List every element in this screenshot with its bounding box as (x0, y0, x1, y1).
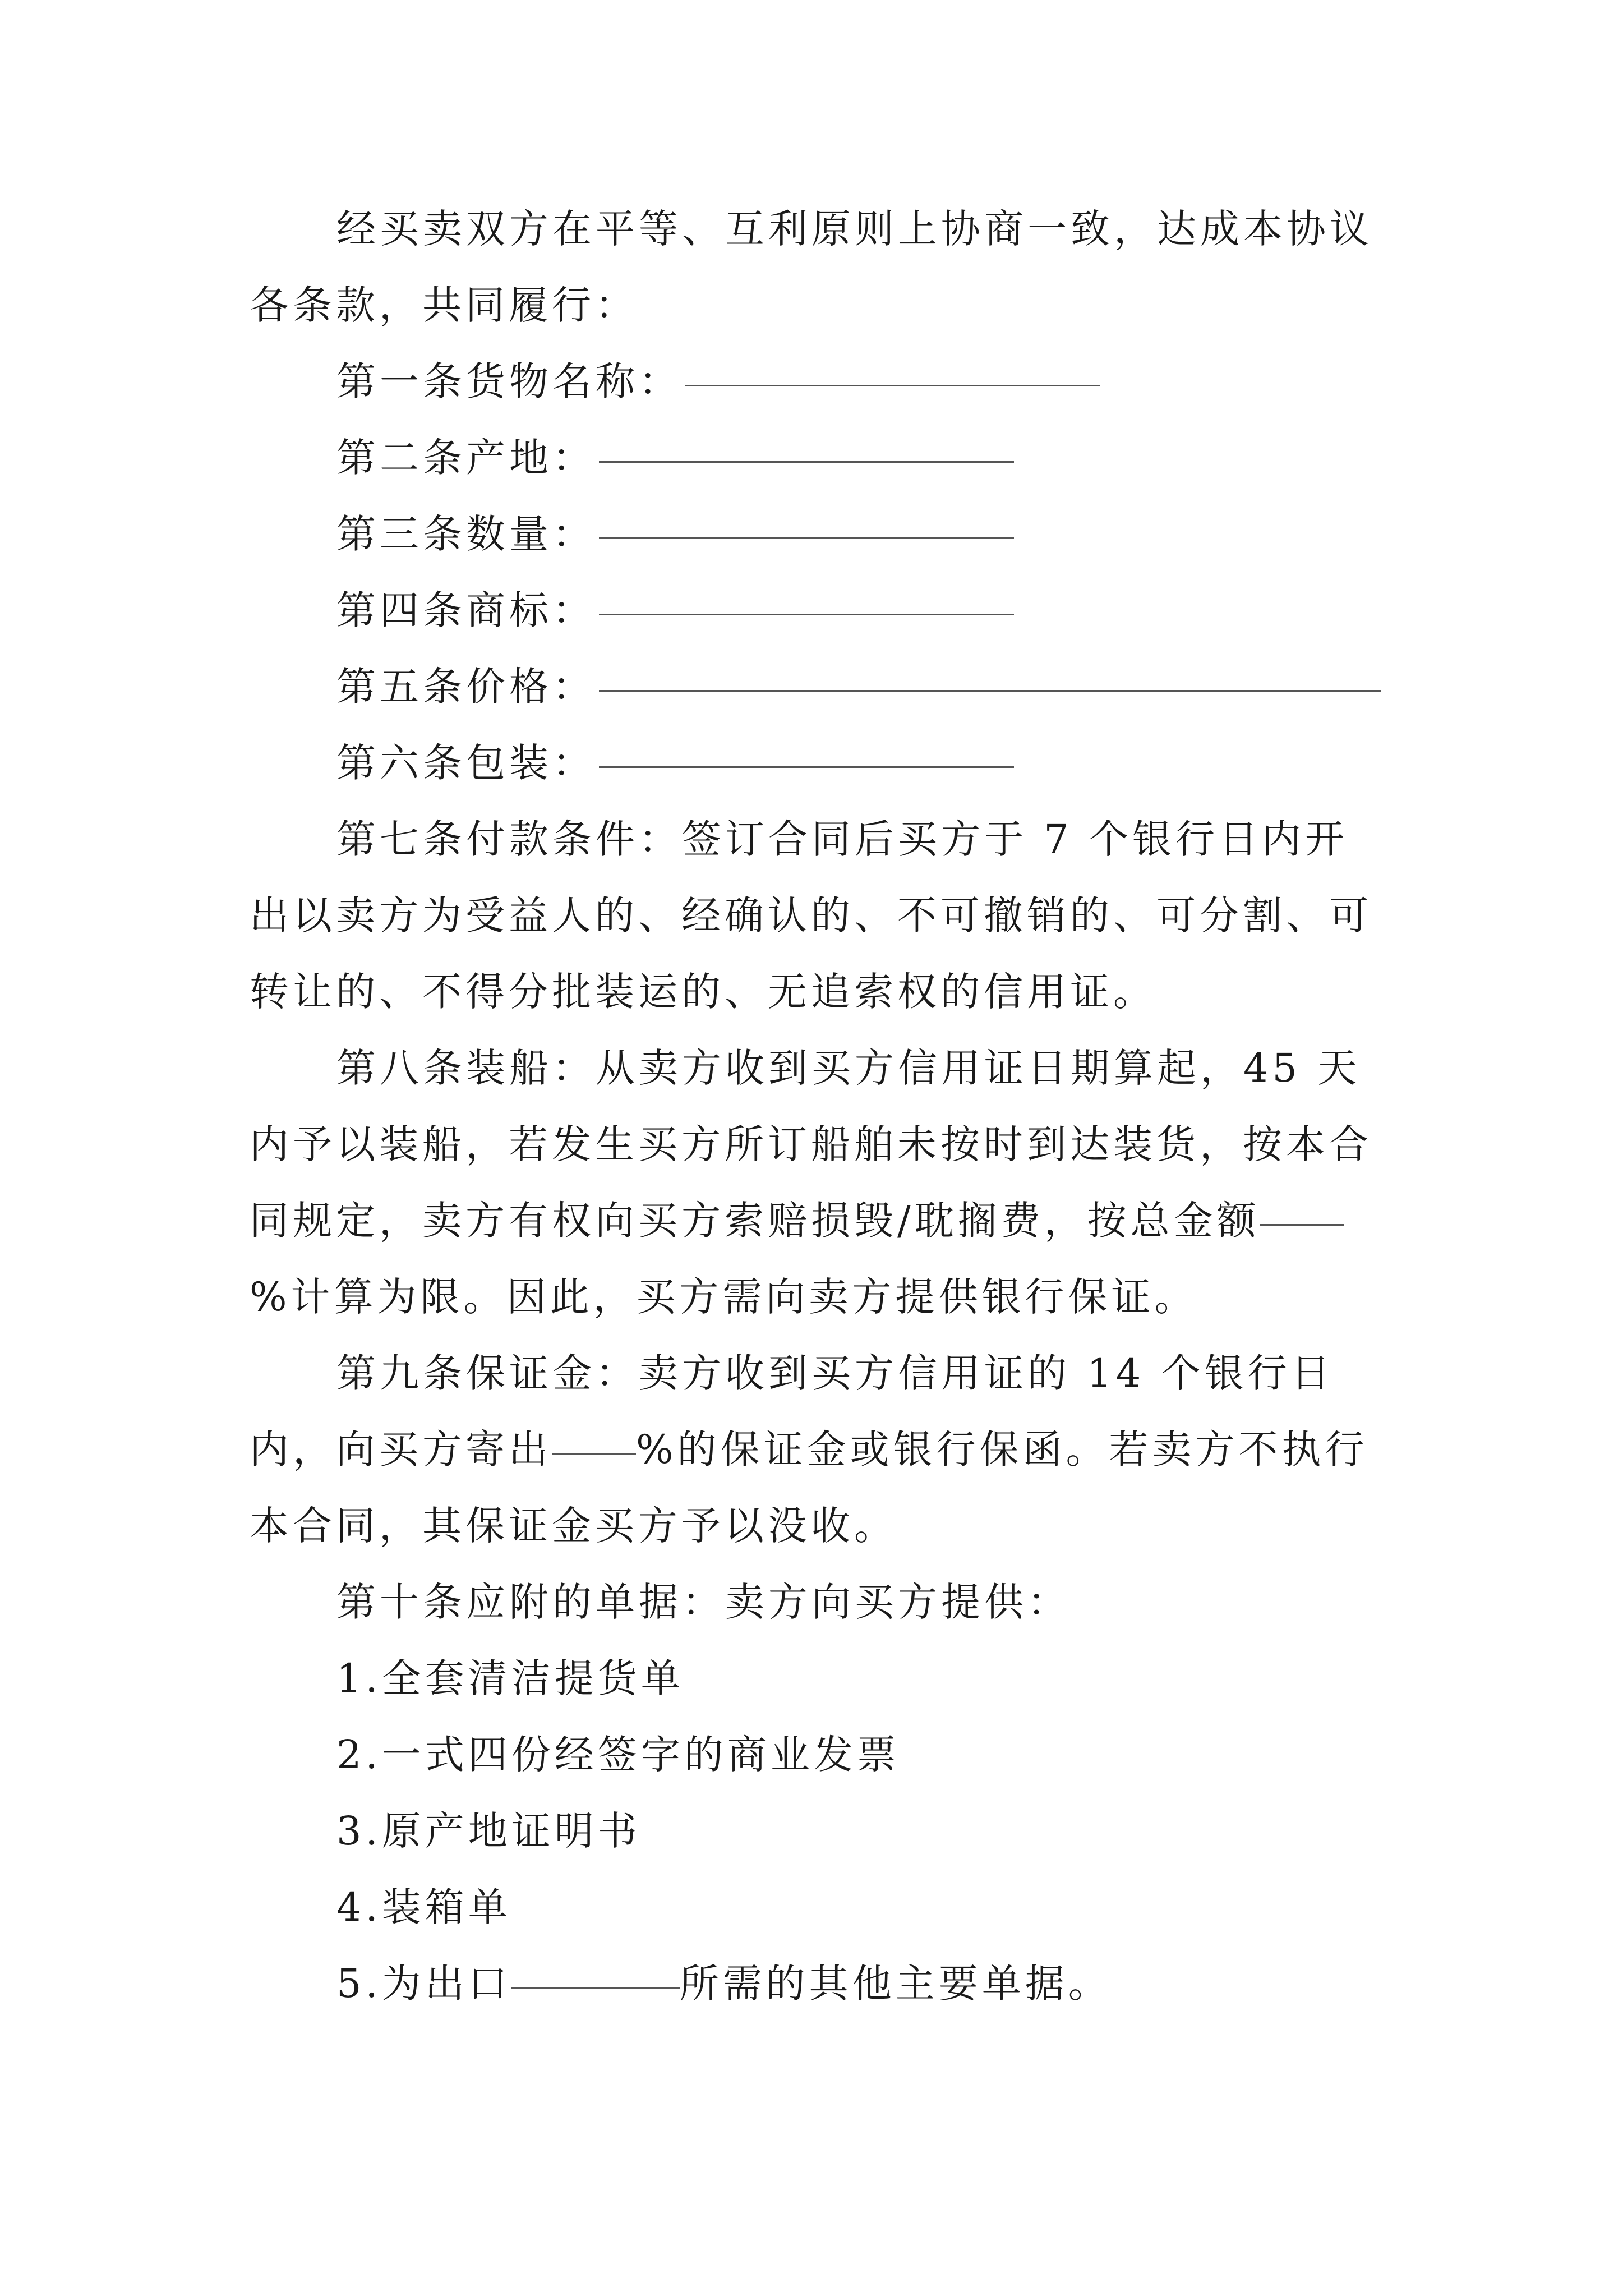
article-6-packaging (250, 725, 1374, 801)
contract-body (250, 191, 1374, 2022)
document-item-3: 3.原产地证明书 (336, 1808, 641, 1854)
origin-blank[interactable] (599, 420, 1014, 463)
article-4-label: 第四条商标： (336, 587, 596, 633)
document-item-1: 1.全套清洁提货单 (336, 1655, 684, 1701)
article-8-shipment (250, 1030, 1374, 1335)
export-blank[interactable] (511, 1945, 680, 1989)
packaging-blank[interactable] (599, 725, 1014, 768)
article-8-text-a: 第八条装船：从卖方收到买方信用证日期算起，45 天内予以装船，若发生买方所订船舶未按时到达装货，按本合同规定，卖方有权向买方索赔损毁/耽搁费，按总金额 (250, 1045, 1372, 1244)
article-7-payment-terms: 第七条付款条件：签订合同后买方于 7 个银行日内开出以卖方为受益人的、经确认的、不可撤销的、可分割、可转让的、不得分批装运的、无追索权的信用证。 (250, 816, 1372, 1015)
article-1-goods-name (250, 343, 1374, 420)
article-5-label: 第五条价格： (336, 664, 596, 710)
intro-paragraph: 经买卖双方在平等、互利原则上协商一致，达成本协议各条款，共同履行： (250, 206, 1373, 328)
item-5-text-a: 5.为出口 (336, 1961, 511, 2007)
article-3-quantity (250, 496, 1374, 572)
percent-blank[interactable] (1260, 1182, 1344, 1226)
item-5-text-b: 所需的其他主要单据。 (679, 1961, 1112, 2007)
goods-name-blank[interactable] (685, 343, 1100, 386)
article-2-label: 第二条产地： (336, 435, 596, 481)
document-item-4: 4.装箱单 (336, 1884, 511, 1930)
article-5-price (250, 648, 1374, 725)
article-9-deposit (250, 1335, 1374, 1564)
article-9-text-b: %的保证金或银行保函。若卖方不执行本合同，其保证金买方予以没收。 (250, 1427, 1368, 1549)
trademark-blank[interactable] (599, 572, 1014, 615)
article-8-text-b: %计算为限。因此，买方需向卖方提供银行保证。 (250, 1274, 1198, 1320)
article-6-label: 第六条包装： (336, 740, 596, 786)
article-10-documents: 第十条应附的单据：卖方向买方提供： (336, 1579, 1071, 1625)
article-9-text-a: 第九条保证金：卖方收到买方信用证的 14 个银行日内，向买方寄出 (250, 1350, 1334, 1473)
article-1-label: 第一条货物名称： (336, 358, 682, 404)
article-4-trademark (250, 572, 1374, 648)
document-item-2: 2.一式四份经签字的商业发票 (336, 1732, 900, 1778)
article-2-origin (250, 420, 1374, 496)
quantity-blank[interactable] (599, 496, 1014, 539)
price-blank[interactable] (599, 648, 1381, 692)
document-item-5 (250, 1945, 1374, 2022)
article-3-label: 第三条数量： (336, 511, 596, 557)
deposit-percent-blank[interactable] (552, 1411, 636, 1455)
